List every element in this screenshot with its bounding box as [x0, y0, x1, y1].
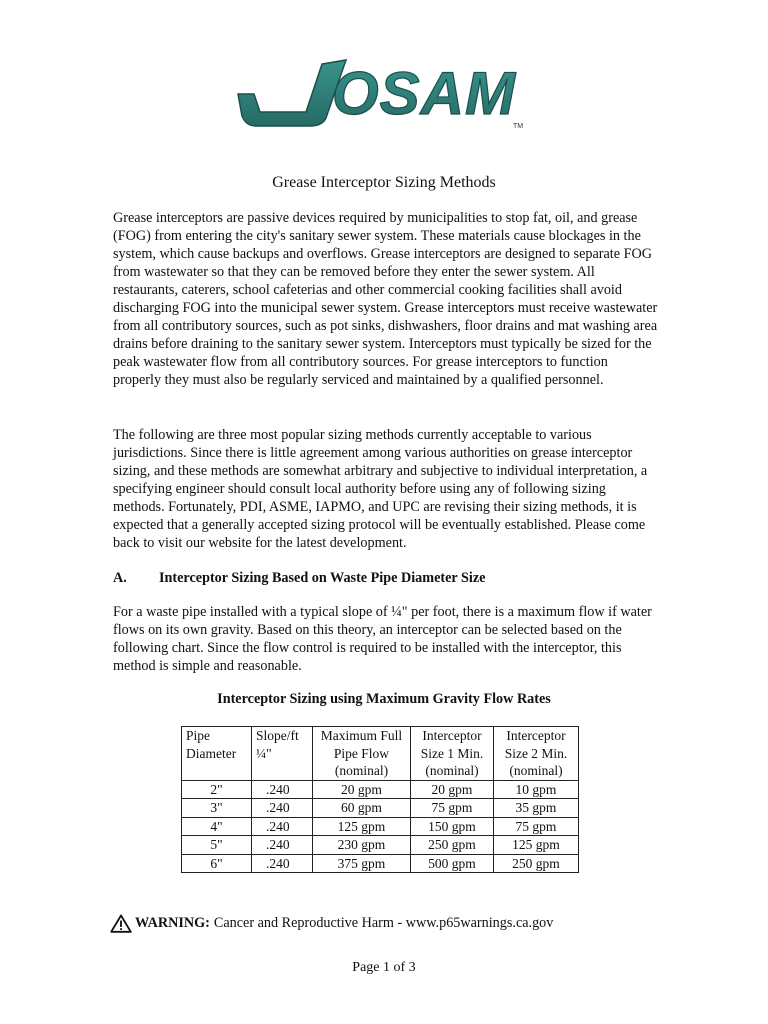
josam-logo-graphic	[236, 56, 536, 132]
table-title: Interceptor Sizing using Maximum Gravity Flow Rates	[217, 691, 551, 707]
intro-paragraph: Grease interceptors are passive devices required by municipalities to stop fat, oil, and grease (FOG) from entering the city's sanitary sewer system. These materials cause blockages in the system, which cause backups and overflows. Grease interceptors are designed to separate FOG from wastewater so that they can be removed before they enter the sewer system. All restaurants, caterers, school cafeterias and other commercial cooking facilities shall avoid discharging FOG into the municipal sewer system. Grease interceptors must receive wastewater from all contributory sources, such as pot sinks, dishwashers, floor drains and mat washing area drains before draining to the sanitary sewer system. Interceptors must typically be sized for the peak wastewater flow from all contributory sources. For grease interceptors to function properly they must also be regularly serviced and maintained by a qualified personnel.	[113, 210, 658, 388]
cell-size-2: 125 gpm	[494, 836, 579, 855]
cell-size-2: 35 gpm	[494, 799, 579, 818]
cell-slope: .240	[252, 854, 313, 873]
header-size-1: Interceptor Size 1 Min. (nominal)	[411, 727, 494, 781]
warning-triangle-icon	[110, 914, 132, 933]
table-row	[182, 780, 579, 799]
cell-diameter: 3"	[182, 799, 252, 818]
svg-text:OSAM: OSAM	[332, 60, 516, 127]
section-letter: A.	[113, 570, 127, 586]
table-row	[182, 854, 579, 873]
header-slope: Slope/ft ¼"	[252, 727, 313, 781]
cell-max-flow: 20 gpm	[313, 780, 411, 799]
section-heading-text: Interceptor Sizing Based on Waste Pipe Diameter Size	[159, 570, 486, 586]
table-row	[182, 799, 579, 818]
header-max-flow: Maximum Full Pipe Flow (nominal)	[313, 727, 411, 781]
cell-size-1: 20 gpm	[411, 780, 494, 799]
cell-slope: .240	[252, 836, 313, 855]
document-title: Grease Interceptor Sizing Methods	[272, 174, 496, 191]
cell-size-2: 10 gpm	[494, 780, 579, 799]
page-number: Page 1 of 3	[352, 960, 416, 975]
header-size-2: Interceptor Size 2 Min. (nominal)	[494, 727, 579, 781]
header-pipe-diameter: Pipe Diameter	[182, 727, 252, 781]
cell-max-flow: 375 gpm	[313, 854, 411, 873]
section-a-paragraph: For a waste pipe installed with a typical slope of ¼" per foot, there is a maximum flow if water flows on its own gravity. Based on this theory, an interceptor can be selected based on the following chart. Since the flow control is required to be installed with the interceptor, this method is simple and reasonable.	[113, 604, 652, 674]
warning-label: WARNING:	[135, 915, 210, 931]
cell-size-1: 150 gpm	[411, 817, 494, 836]
cell-slope: .240	[252, 817, 313, 836]
cell-slope: .240	[252, 780, 313, 799]
josam-logo	[236, 56, 536, 132]
warning-text: Cancer and Reproductive Harm - www.p65warnings.ca.gov	[213, 915, 554, 931]
section-a-heading	[113, 569, 485, 587]
cell-size-2: 250 gpm	[494, 854, 579, 873]
prop65-warning	[110, 913, 553, 933]
cell-size-1: 75 gpm	[411, 799, 494, 818]
cell-diameter: 2"	[182, 780, 252, 799]
cell-size-1: 250 gpm	[411, 836, 494, 855]
cell-size-1: 500 gpm	[411, 854, 494, 873]
cell-diameter: 5"	[182, 836, 252, 855]
sizing-table	[181, 726, 579, 873]
cell-slope: .240	[252, 799, 313, 818]
methods-paragraph: The following are three most popular sizing methods currently acceptable to various jurisdictions. Since there is little agreement among various authorities on grease interceptor sizing, and these methods are somewhat arbitrary and subjective to individual interpretation, a specifying engineer should consult local authority before using any of following sizing methods. Fortunately, PDI, ASME, IAPMO, and UPC are revising their sizing methods, it is expected that a generally accepted sizing protocol will be eventually established. Please come back to visit our website for the latest development.	[113, 427, 648, 551]
cell-max-flow: 125 gpm	[313, 817, 411, 836]
table-header-row	[182, 727, 579, 781]
svg-text:TM: TM	[513, 123, 524, 130]
table-row	[182, 836, 579, 855]
cell-max-flow: 60 gpm	[313, 799, 411, 818]
table-row	[182, 817, 579, 836]
cell-max-flow: 230 gpm	[313, 836, 411, 855]
cell-size-2: 75 gpm	[494, 817, 579, 836]
cell-diameter: 6"	[182, 854, 252, 873]
cell-diameter: 4"	[182, 817, 252, 836]
